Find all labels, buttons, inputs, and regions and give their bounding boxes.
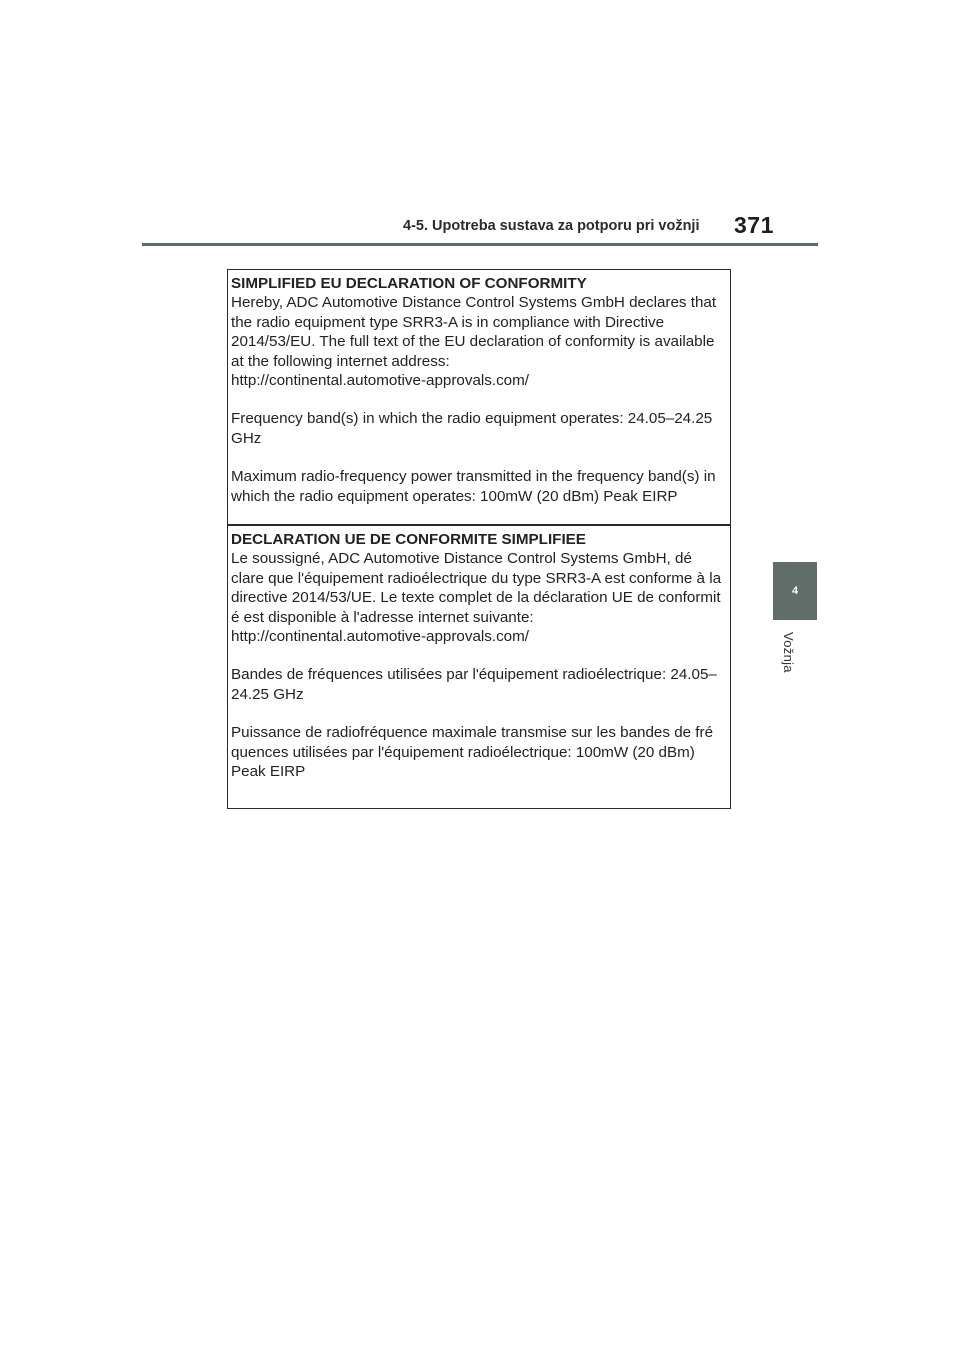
fr-declaration-body: Le soussigné, ADC Automotive Distance Control Systems GmbH, dé clare que l'équipement radioélectrique du type SRR3-A est conforme à la directive 2014/53/UE. Le texte complet de la déclaration UE de conformit é est disponible à l'adresse internet suivante: xyxy=(231,550,722,626)
section-title: 4-5. Upotreba sustava za potporu pri vožnji xyxy=(403,218,700,234)
eu-declaration-body: Hereby, ADC Automotive Distance Control Systems GmbH declares that the radio equipment type SRR3-A is in compliance with Directive 2014/53/EU. The full text of the EU declaration of conformity is available at the following internet address: xyxy=(231,294,717,370)
spacer xyxy=(231,646,727,665)
chapter-tab xyxy=(773,562,817,620)
eu-frequency-text: Frequency band(s) in which the radio equipment operates: 24.05–24.25 GHz xyxy=(231,410,713,447)
page-number: 371 xyxy=(734,212,774,238)
section-divider xyxy=(228,524,730,526)
fr-declaration-section xyxy=(231,530,727,781)
chapter-label: Vožnja xyxy=(781,632,796,673)
fr-power-text: Puissance de radiofréquence maximale transmise sur les bandes de fré quences utilisées par l'équipement radioélectrique: 100mW (20 dBm) Peak EIRP xyxy=(231,724,714,781)
spacer xyxy=(231,390,727,409)
fr-frequency-text: Bandes de fréquences utilisées par l'équipement radioélectrique: 24.05– 24.25 GHz xyxy=(231,666,717,703)
spacer xyxy=(231,448,727,467)
eu-declaration-url: http://continental.automotive-approvals.com/ xyxy=(231,372,530,390)
fr-declaration-url: http://continental.automotive-approvals.com/ xyxy=(231,628,530,646)
declaration-box xyxy=(227,269,731,809)
eu-power-text: Maximum radio-frequency power transmitted in the frequency band(s) in which the radio equipment operates: 100mW (20 dBm) Peak EIRP xyxy=(231,468,716,505)
spacer xyxy=(231,704,727,723)
chapter-number: 4 xyxy=(791,585,799,597)
eu-declaration-heading: SIMPLIFIED EU DECLARATION OF CONFORMITY xyxy=(231,275,587,292)
fr-declaration-heading: DECLARATION UE DE CONFORMITE SIMPLIFIEE xyxy=(231,531,586,548)
header-divider xyxy=(142,243,818,246)
eu-declaration-section xyxy=(231,274,727,506)
